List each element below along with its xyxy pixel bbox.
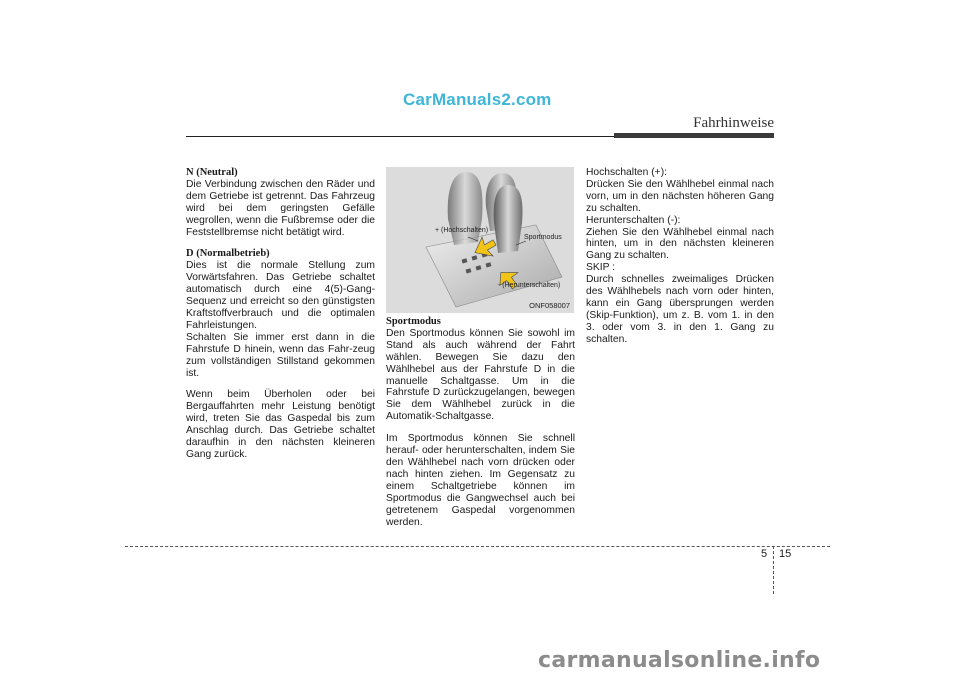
chapter-number: 5 — [761, 548, 768, 560]
footer-rule — [125, 546, 830, 547]
header-rule — [186, 136, 614, 137]
label-upshift: + (Hochschalten) — [435, 227, 489, 234]
page-number: 15 — [779, 548, 792, 560]
paragraph-drive: Dies ist die normale Stellung zum Vorwärtsfahren. Das Getriebe schaltet automatisch durch eine 4(5)-Gang-Sequenz und erreicht so den günstigsten Kraftstoffverbrauch und die optimalen Fahrleistungen. — [186, 260, 375, 331]
paragraph-kickdown: Wenn beim Überholen oder bei Bergauffahrten mehr Leistung benötigt wird, treten Sie das Gaspedal bis zum Anschlag durch. Das Getriebe schaltet daraufhin in den nächsten kleineren Gang zurück. — [186, 389, 375, 460]
watermark-bottom: carmanualsonline.info — [538, 648, 821, 673]
column-right — [586, 167, 774, 356]
paragraph-downshift: Ziehen Sie den Wählhebel einmal nach hinten, um in den nächsten kleineren Gang zu schalten. — [586, 226, 774, 262]
watermark-top: CarManuals2.com — [403, 90, 552, 109]
heading-drive: D (Normalbetrieb) — [186, 248, 270, 260]
paragraph-sport-shift: Im Sportmodus können Sie schnell herauf- oder herunterschalten, indem Sie den Wählhebel nach vorn drücken oder nach hinten ziehen. Im Gegensatz zu einem Schaltgetriebe können im Sportmodus die Gangwechsel auch bei getretenem Gaspedal vorgenommen werden. — [386, 433, 575, 528]
column-middle — [386, 316, 575, 538]
label-skip-heading: SKIP : — [586, 262, 616, 274]
header-rule-bar — [614, 133, 774, 138]
paragraph-skip: Durch schnelles zweimaliges Drücken des Wählhebels nach vorn oder hinten, kann ein Gang übersprungen werden (Skip-Funktion), um z. B. vom 1. in den 3. oder vom 3. in den 1. Gang zu schalten. — [586, 274, 774, 345]
footer-divider — [773, 546, 774, 594]
heading-sport-mode: Sportmodus — [386, 316, 441, 327]
section-title: Fahrhinweise — [693, 115, 774, 131]
heading-neutral: N (Neutral) — [186, 167, 238, 178]
label-upshift-heading: Hochschalten (+): — [586, 167, 667, 178]
paragraph-sport-mode: Den Sportmodus können Sie sowohl im Stand als auch während der Fahrt wählen. Bewegen Sie dazu den Wählhebel aus der Fahrstufe D in die manuelle Schaltgasse. Um in die Fahrstufe D zurückzugelangen, bewegen Sie dem Wählhebel zurück in die Automatik-Schaltgasse. — [386, 327, 575, 423]
paragraph-neutral: Die Verbindung zwischen den Räder und dem Getriebe ist getrennt. Das Fahrzeug wird bei dem geringsten Gefälle wegrollen, wenn die Fußbremse oder die Feststellbremse nicht betätigt wird. — [186, 178, 375, 238]
label-sport-mode: Sportmodus — [524, 234, 562, 241]
label-downshift: - (Herunterschalten) — [498, 282, 561, 289]
label-downshift-heading: Herunterschalten (-): — [586, 214, 681, 226]
figure-code: ONF058007 — [529, 301, 570, 310]
column-left — [186, 167, 375, 471]
paragraph-drive-stop: Schalten Sie immer erst dann in die Fahrstufe D hinein, wenn das Fahr-zeug zum vollständigen Stillstand gekommen ist. — [186, 331, 375, 379]
gear-shifter-figure — [386, 167, 574, 313]
paragraph-upshift: Drücken Sie den Wählhebel einmal nach vorn, um in den nächsten höheren Gang zu schalten. — [586, 178, 774, 214]
